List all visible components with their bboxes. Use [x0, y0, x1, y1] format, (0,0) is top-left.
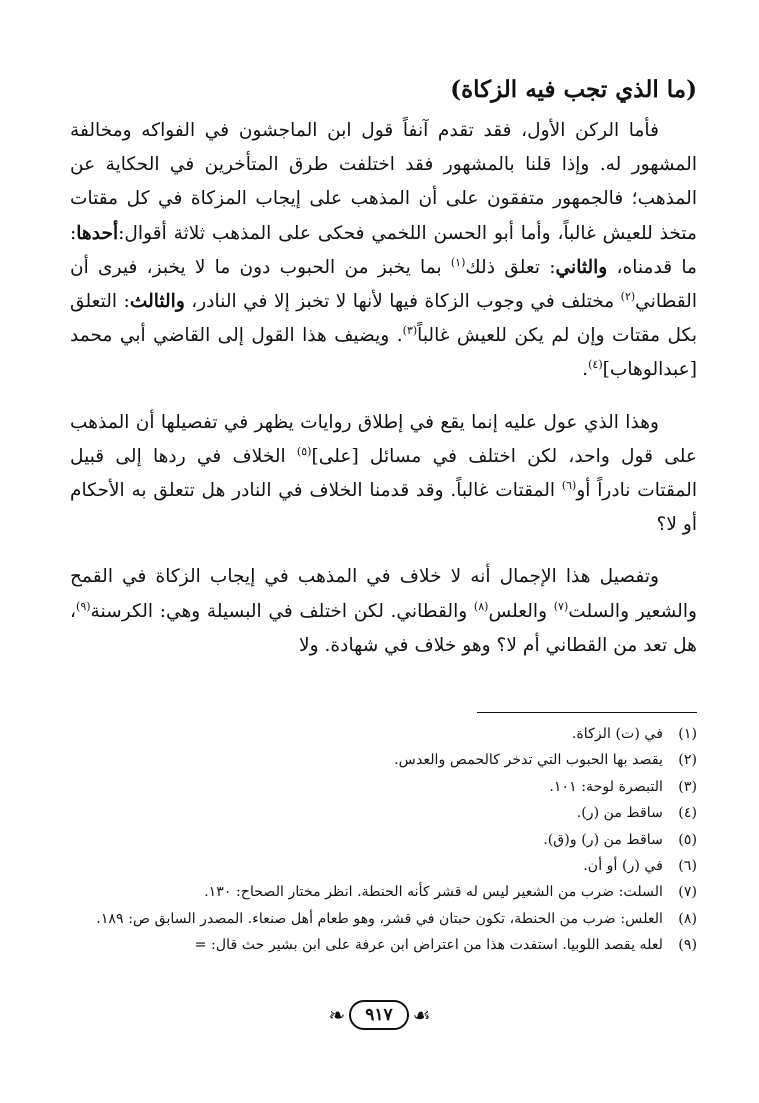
footnote-ref[interactable]: (٢) — [620, 289, 636, 303]
footnote: (٨) العلس: ضرب من الحنطة، تكون حبتان في قشر، وهو طعام أهل صنعاء. المصدر السابق ص: ١٨٩. — [96, 910, 697, 927]
ornament-right-icon: ☙ — [412, 1003, 431, 1027]
footnote-separator — [477, 712, 697, 713]
footnote: (٦) في (ر) أو أن. — [583, 858, 697, 875]
footnotes — [70, 721, 697, 959]
footnote-ref[interactable]: (٧) — [553, 599, 569, 613]
paragraph-2: وهذا الذي عول عليه إنما يقع في إطلاق روايات يظهر في تفصيلها أن المذهب على قول واحد، لكن اختلف في مسائل [على]$^{(٥)}$ الخلاف في ردها إلى قبيل المقتات نادراً أو$^{(٦)}$ المقتات غالباً. وقد قدمنا الخلاف في النادر هل تتعلق به الأحكام أو لا؟ — [70, 411, 697, 536]
footnote-ref[interactable]: (٣) — [402, 324, 418, 338]
ornament-left-icon: ❧ — [328, 1003, 346, 1027]
footnote: (٤) ساقط من (ر). — [576, 805, 697, 822]
footnote: (٥) ساقط من (ر) و(ق). — [543, 831, 697, 848]
footnote-ref[interactable]: (٤) — [588, 358, 603, 372]
paragraph-1: فأما الركن الأول، فقد تقدم آنفاً قول ابن الماجشون في الفواكه ومخالفة المشهور له. وإذا قلنا بالمشهور فقد اختلفت طرق المتأخرين في الحكاية عن المذهب؛ فالجمهور متفقون على أن المذهب على إيجاب المزكاة في كل مقتات متخذ للعيش غالباً، وأما أبو الحسن اللخمي فحكى على المذهب ثلاثة أقوال:أحدها: ما قدمناه، والثاني: تعلق ذلك$^{(١)}$ بما يخبز من الحبوب دون ما لا يخبز، فيرى أن القطاني$^{(٢)}$ مختلف في وجوب الزكاة فيها لأنها لا تخبز إلا في النادر، والثالث: التعلق بكل مقتات وإن لم يكن للعيش غالباً$^{(٣)}$. ويضيف هذا القول إلى القاضي أبي محمد [عبدالوهاب]$^{(٤)}$. — [70, 120, 697, 381]
footnote-ref[interactable]: (٥) — [296, 444, 312, 458]
footnote: (٧) السلت: ضرب من الشعير ليس له قشر كأنه الحنطة. انظر مختار الصحاح: ١٣٠. — [204, 884, 697, 901]
footnote-ref[interactable]: (٨) — [473, 599, 489, 613]
page-number-block — [0, 1000, 759, 1030]
section-heading: (ما الذي تجب فيه الزكاة) — [450, 76, 697, 103]
footnote: (٢) يقصد بها الحبوب التي تدخر كالحمص والعدس. — [394, 752, 697, 769]
footnote: (٩) لعله يقصد اللوبيا. استفدت هذا من اعتراض ابن عرفة على ابن بشير حث قال: = — [194, 937, 697, 954]
footnote-ref[interactable]: (٩) — [76, 599, 91, 613]
page-number-frame — [328, 1000, 430, 1030]
footnote: (٣) التبصرة لوحة: ١٠١. — [549, 778, 697, 795]
paragraph-3: وتفصيل هذا الإجمال أنه لا خلاف في المذهب في إيجاب الزكاة في القمح والشعير والسلت$^{(٧)}$ والعلس$^{(٨)}$ والقطاني. لكن اختلف في البسيلة وهي: الكرسنة$^{(٩)}$، هل تعد من القطاني أم لا؟ وهو خلاف في شهادة. ولا — [70, 566, 697, 656]
page-number: ٩١٧ — [349, 1000, 408, 1030]
main-text — [70, 70, 697, 663]
footnote: (١) في (ت) الزكاة. — [571, 726, 697, 742]
footnote-ref[interactable]: (٦) — [561, 478, 577, 492]
footnote-ref[interactable]: (١) — [450, 255, 466, 269]
